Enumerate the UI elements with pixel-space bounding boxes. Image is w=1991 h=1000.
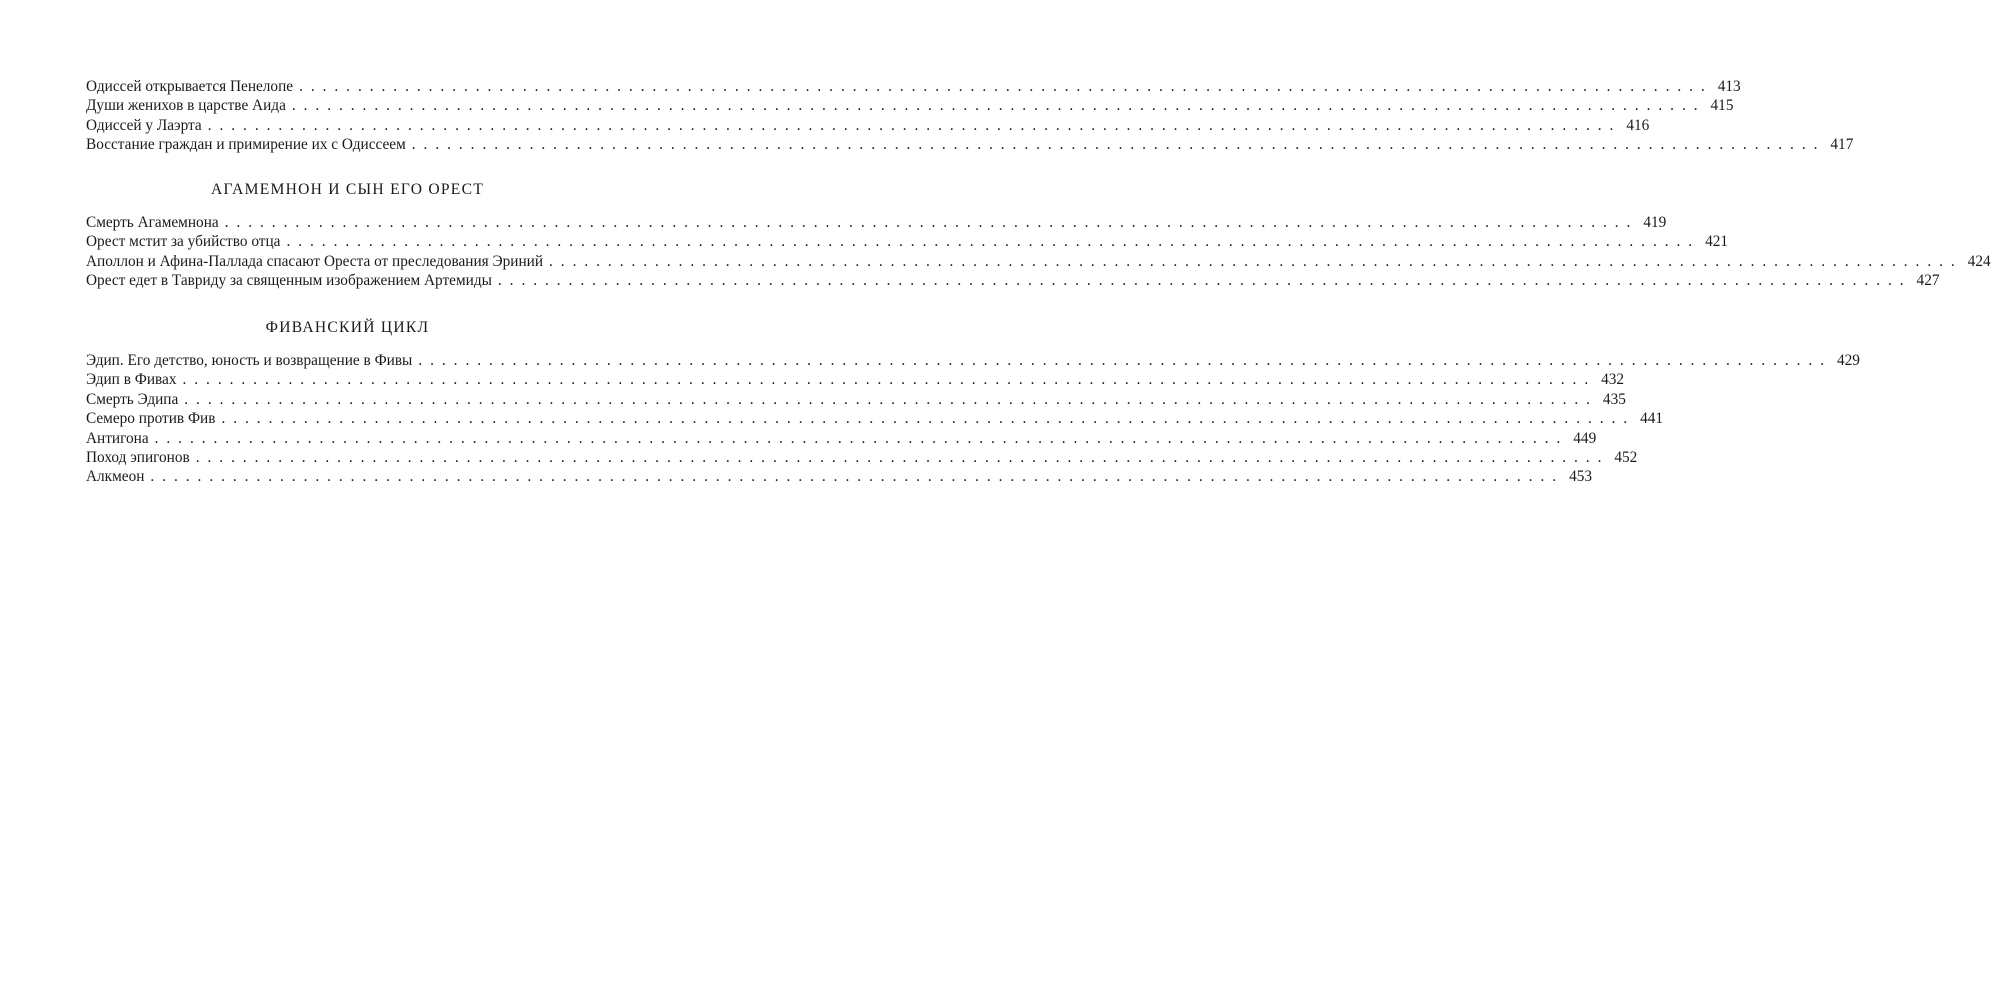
toc-entry-page: 427 (1916, 272, 1940, 290)
toc-entry-page: 416 (1626, 116, 1650, 134)
toc-block-theban-cycle (86, 351, 1860, 487)
toc-entry-page: 435 (1602, 390, 1626, 408)
dot-leader: ........................................................................................................................ (286, 233, 1701, 251)
dot-leader: ........................................................................................................................ (184, 390, 1598, 408)
toc-entry[interactable] (86, 351, 1860, 370)
dot-leader: ........................................................................................................................ (195, 448, 1610, 466)
toc-entry-title: Антигона (86, 429, 149, 447)
toc-entry-page: 415 (1710, 97, 1734, 115)
dot-leader: ........................................................................................................................ (418, 352, 1832, 369)
toc-entry-title: Смерть Агамемнона (86, 214, 219, 231)
toc-entry[interactable] (86, 409, 1664, 428)
toc-entry-title: Восстание граждан и примирение их с Одиссеем (86, 136, 406, 154)
toc-block-odyssey (86, 77, 1854, 155)
toc-entry[interactable] (86, 271, 1940, 290)
dot-leader: ........................................................................................................................ (497, 272, 1912, 290)
toc-entry-page: 424 (1967, 252, 1991, 270)
toc-entry-title: Орест едет в Тавриду за священным изображением Артемиды (86, 272, 492, 290)
toc-entry[interactable] (86, 370, 1625, 389)
toc-entry-page: 413 (1717, 78, 1741, 95)
toc-entry-page: 441 (1640, 410, 1664, 428)
toc-entry[interactable] (86, 448, 1638, 467)
toc-entry[interactable] (86, 252, 1991, 271)
toc-entry[interactable] (86, 232, 1729, 251)
toc-entry-title: Одиссей у Лаэрта (86, 116, 202, 134)
toc-entry-title: Души женихов в царстве Аида (86, 97, 286, 115)
toc-entry[interactable] (86, 429, 1597, 448)
toc-entry-title: Аполлон и Афина-Паллада спасают Ореста от преследования Эриний (86, 252, 544, 270)
section-heading-agamemnon: АГАМЕМНОН И СЫН ЕГО ОРЕСТ (211, 181, 484, 198)
toc-entry-title: Семеро против Фив (86, 410, 216, 428)
toc-entry-title: Смерть Эдипа (86, 390, 179, 408)
toc-entry[interactable] (86, 77, 1741, 96)
dot-leader: ........................................................................................................................ (291, 97, 1706, 115)
toc-entry-page: 449 (1573, 429, 1597, 447)
toc-entry-page: 417 (1830, 136, 1854, 154)
dot-leader: ........................................................................................................................ (299, 78, 1713, 95)
dot-leader: ........................................................................................................................ (221, 410, 1636, 428)
toc-entry-page: 453 (1569, 468, 1593, 486)
toc-entry-title: Алкмеон (86, 468, 145, 486)
toc-entry-title: Эдип в Фивах (86, 371, 177, 389)
toc-entry-page: 421 (1705, 233, 1729, 251)
toc-entry-page: 429 (1836, 352, 1860, 369)
toc-entry-page: 419 (1643, 214, 1667, 231)
dot-leader: ........................................................................................................................ (411, 136, 1826, 154)
toc-entry[interactable] (86, 213, 1667, 232)
dot-leader: ........................................................................................................................ (207, 116, 1622, 134)
dot-leader: ........................................................................................................................ (224, 214, 1639, 231)
toc-entry-title: Эдип. Его детство, юность и возвращение в Фивы (86, 352, 413, 369)
toc-entry[interactable] (86, 390, 1626, 409)
section-heading-theban-cycle: ФИВАНСКИЙ ЦИКЛ (265, 319, 430, 336)
toc-entry-page: 452 (1614, 448, 1638, 466)
toc-entry[interactable] (86, 467, 1593, 486)
toc-entry-title: Орест мстит за убийство отца (86, 233, 281, 251)
toc-entry-page: 432 (1601, 371, 1625, 389)
toc-entry[interactable] (86, 96, 1734, 115)
dot-leader: ........................................................................................................................ (549, 252, 1963, 270)
toc-entry[interactable] (86, 116, 1650, 135)
toc-entry[interactable] (86, 135, 1854, 154)
toc-block-agamemnon (86, 213, 1991, 291)
toc-entry-title: Одиссей открывается Пенелопе (86, 78, 294, 95)
dot-leader: ........................................................................................................................ (154, 429, 1569, 447)
dot-leader: ........................................................................................................................ (150, 468, 1565, 486)
toc-entry-title: Поход эпигонов (86, 448, 190, 466)
dot-leader: ........................................................................................................................ (182, 371, 1597, 389)
